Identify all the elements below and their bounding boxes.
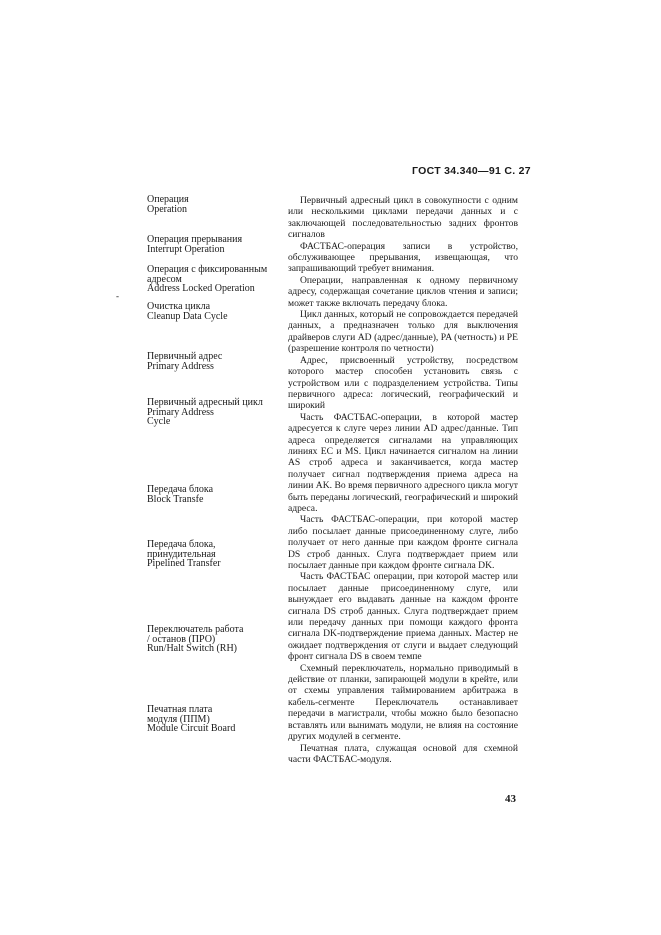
- definition-module-circuit-board: Печатная плата, служащая основой для схемной части ФАСТБАС-модуля.: [288, 742, 518, 765]
- term-cleanup-cycle: Очистка цикла Cleanup Data Cycle: [147, 301, 228, 322]
- term-operation: Операция Operation: [147, 194, 189, 215]
- term-primary-address-cycle: Первичный адресный цикл Primary Address Cycle: [147, 397, 263, 428]
- definition-operation: Первичный адресный цикл в совокупности с одним или несколькими циклами передачи данных и с заключающей последовательностью задних фронтов сигналов: [288, 195, 518, 241]
- term-interrupt-operation: Операция прерывания Interrupt Operation: [147, 234, 243, 255]
- definition-primary-address-cycle: Часть ФАСТБАС-операции, в которой мастер адресуется к слуге через линии AD адрес/данные. Тип адреса определяется сигналами на управляющих линиях EC и MS. Цикл начинается сигналом на линии AS строб адреса и заканчивается, когда мастер получает сигнал подтверждения приема адреса на линии AK. Во время первичного адресного цикла могут быть переданы логический, географический и широкий адреса.: [288, 411, 518, 514]
- margin-mark: -: [116, 291, 119, 301]
- term-pipelined-transfer: Передача блока, принудительная Pipelined Transfer: [147, 539, 221, 570]
- term-block-transfer: Передача блока Block Transfe: [147, 484, 214, 505]
- definition-block-transfer: Часть ФАСТБАС-операции, при которой мастер либо посылает данные присоединенному слуге, либо получает от него данные при каждом фронте сигнала DS строб данных. Слуга подтверждает прием или посылает данные при каждом фронте сигнала DK.: [288, 514, 518, 571]
- definition-cleanup-cycle: Цикл данных, который не сопровождается передачей данных, а предназначен только для выключения драйверов слуги AD (адрес/данные), PA (четность) и PE (разрешение контроля по четности): [288, 309, 518, 355]
- definitions-column: [288, 195, 518, 765]
- definition-interrupt-operation: ФАСТБАС-операция записи в устройство, обслуживающее прерывания, извещающая, что запрашивающий требует внимания.: [288, 240, 518, 275]
- term-run-halt-switch: Переключатель работа / останов (ПРО) Run/Halt Switch (RH): [147, 624, 244, 655]
- definition-address-locked: Операции, направленная к одному первичному адресу, содержащая сочетание циклов чтения и записи; может также включать передачу блока.: [288, 274, 518, 309]
- page-header: ГОСТ 34.340—91 С. 27: [412, 165, 531, 177]
- term-module-circuit-board: Печатная плата модуля (ППМ) Module Circuit Board: [147, 704, 236, 735]
- page-number: 43: [505, 793, 516, 805]
- term-primary-address: Первичный адрес Primary Address: [147, 351, 223, 372]
- term-address-locked: Операция с фиксированным адресом Address Locked Operation: [147, 264, 268, 295]
- definition-primary-address: Адрес, присвоенный устройству, посредством которого мастер способен установить связь с устройством или с подразделением устройства. Типы первичного адреса: логический, географический и широкий: [288, 354, 518, 412]
- definition-run-halt-switch: Схемный переключатель, нормально приводимый в действие от планки, запирающей модули в крейте, или от схемы управления таймированием арбитража в кабель-сегменте Переключатель останавливает передачи в магистрали, чтобы можно было безопасно вставлять или вынимать модули, не влияя на состояние других модулей в сегменте.: [288, 662, 518, 743]
- definition-pipelined-transfer: Часть ФАСТБАС операции, при которой мастер или посылает данные присоединенному слуге, или вынуждает его выдавать данные на каждом фронте сигнала DS строб данных. Слуга подтверждает прием или передачу данных при помощи каждого фронта сигнала DK-подтверждение приема данных. Мастер не ожидает подтверждения от слуги и выдает следующий фронт сигнала DS в своем темпе: [288, 571, 518, 663]
